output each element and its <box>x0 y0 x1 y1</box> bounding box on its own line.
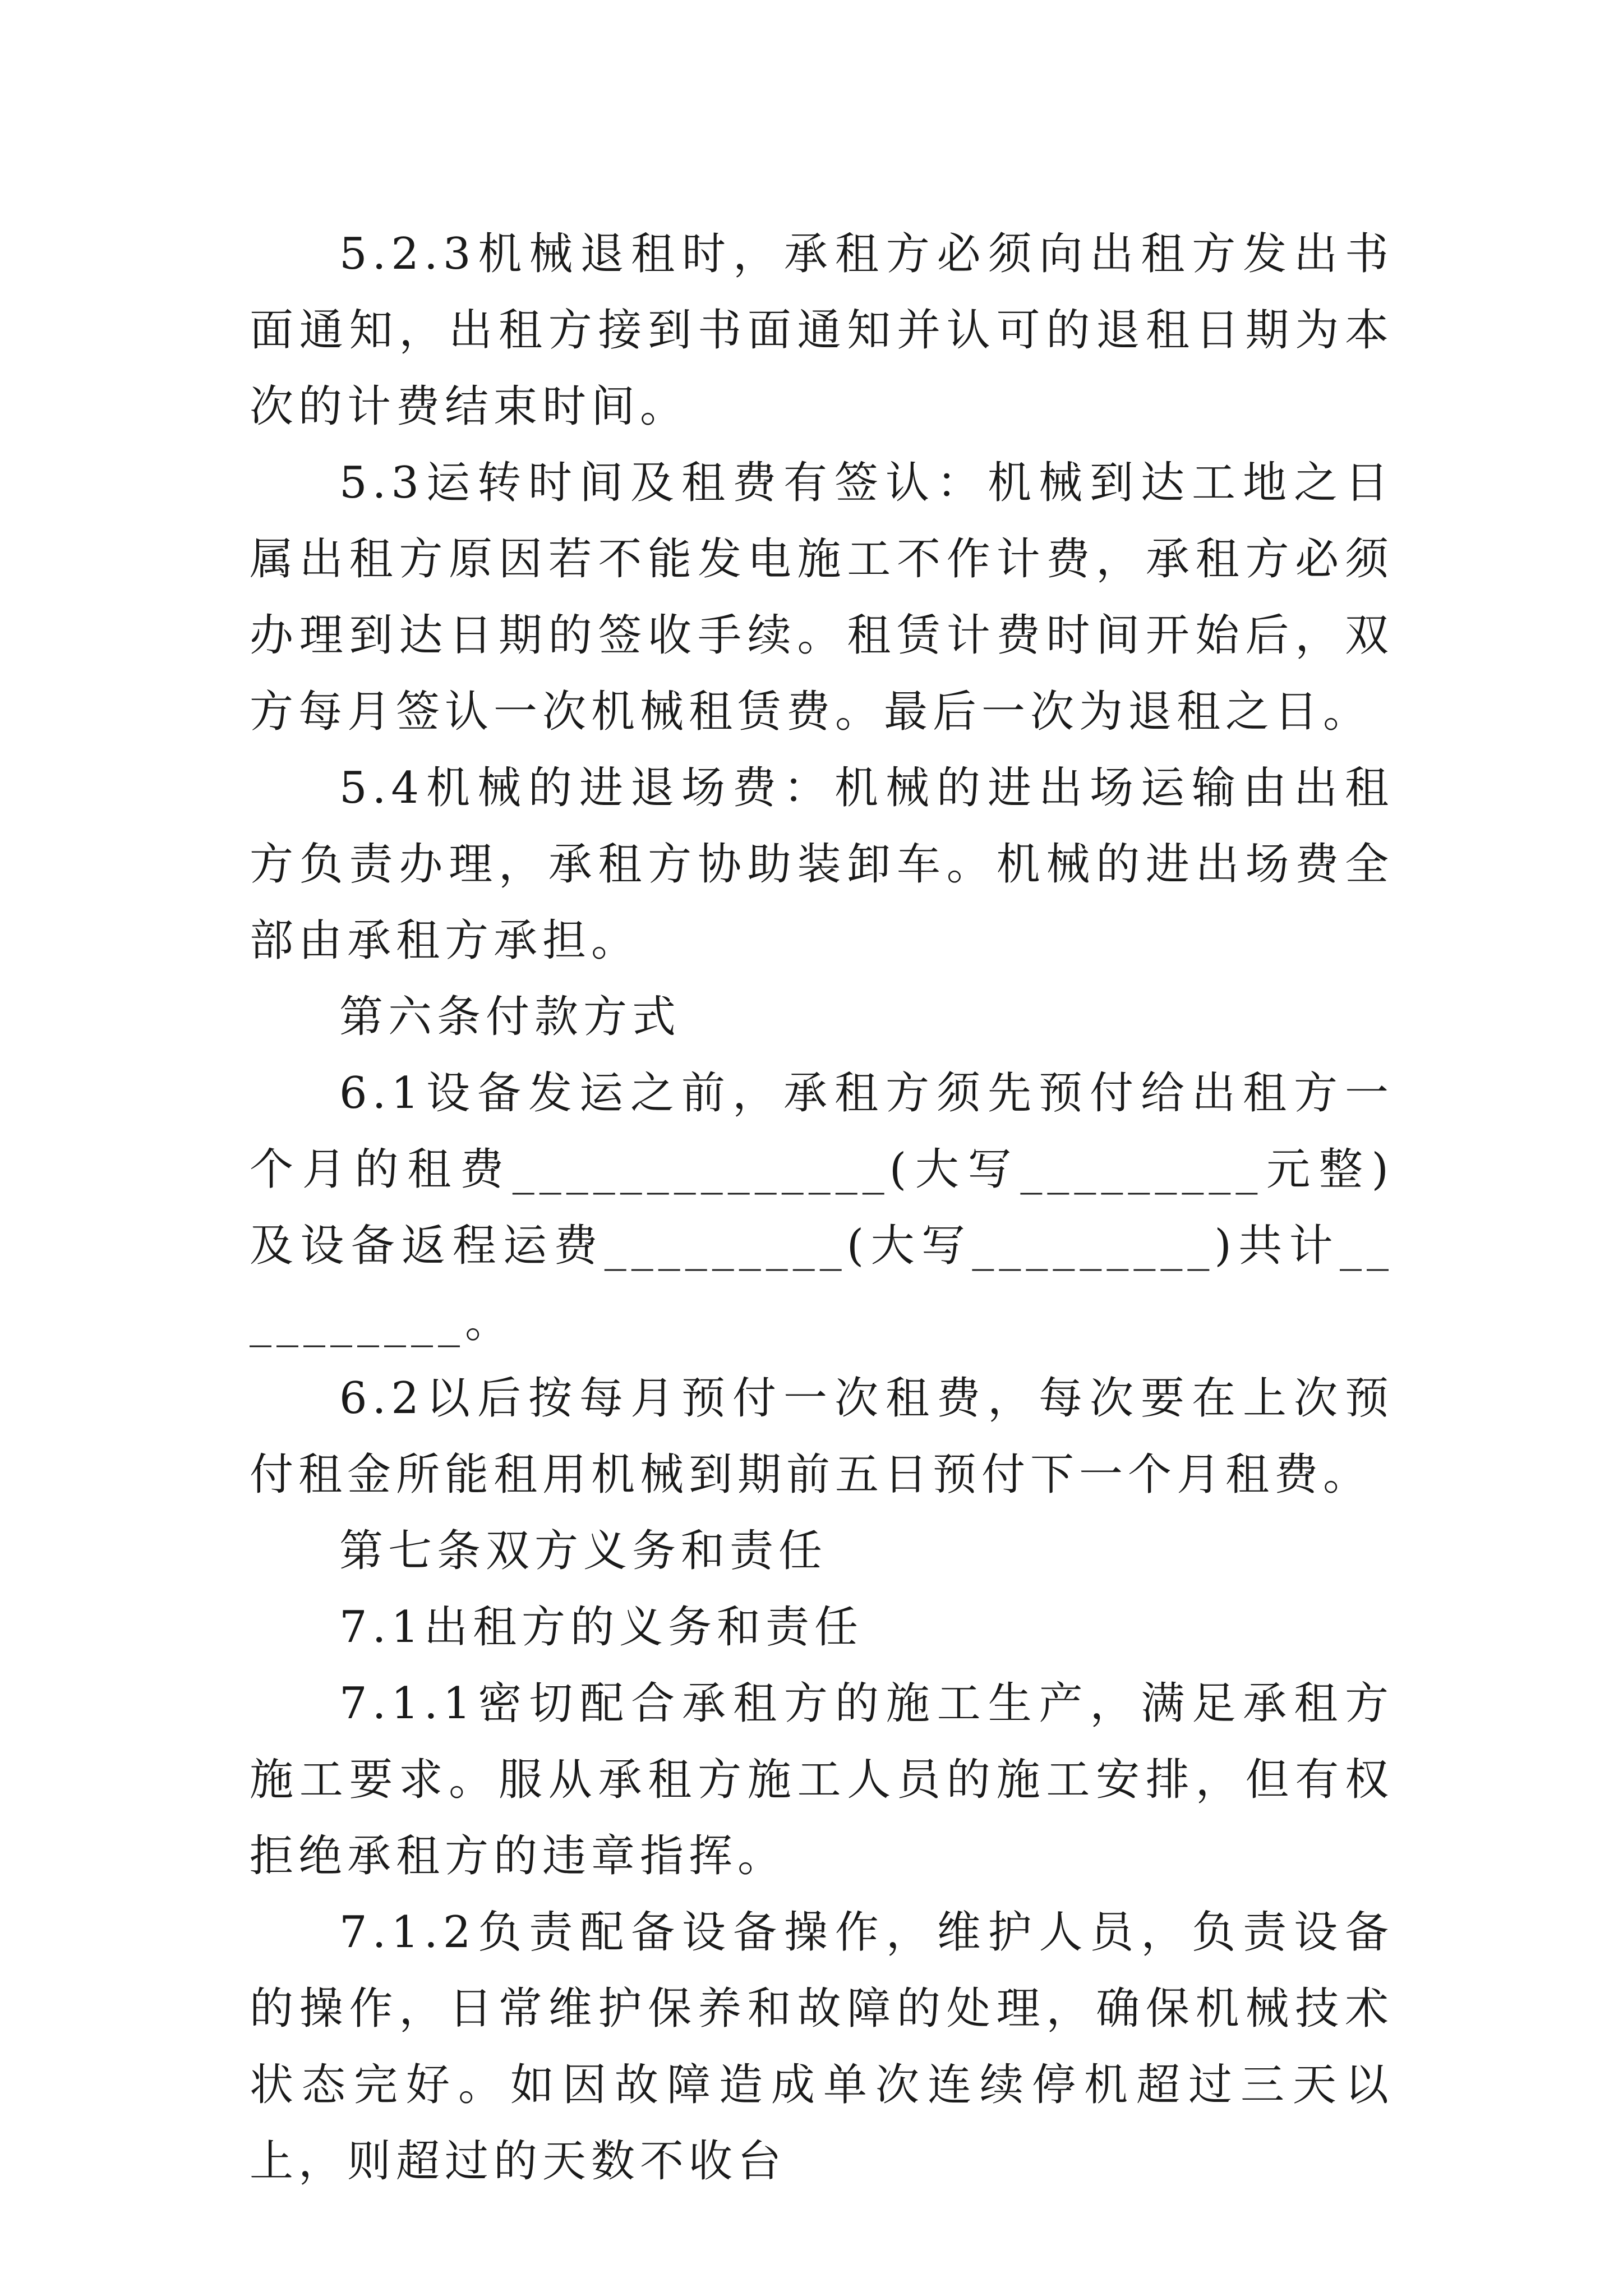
article-6-heading: 第六条付款方式 <box>339 992 681 1042</box>
section-7-1-heading: 7.1出租方的义务和责任 <box>339 1602 864 1653</box>
paragraph-7-1-2: 7.1.2负责配备设备操作，维护人员，负责设备的操作，日常维护保养和故障的处理，确保机械技术状态完好。如因故障造成单次连续停机超过三天以上，则超过的天数不收台 <box>250 1907 1394 2187</box>
article-7-heading: 第七条双方义务和责任 <box>339 1526 828 1576</box>
document-body <box>250 216 1394 2200</box>
paragraph-5-4: 5.4机械的进退场费：机械的进出场运输由出租方负责办理，承租方协助装卸车。机械的进出场费全部由承租方承担。 <box>250 763 1394 966</box>
paragraph-5-3: 5.3运转时间及租费有签认：机械到达工地之日属出租方原因若不能发电施工不作计费，承租方必须办理到达日期的签收手续。租赁计费时间开始后，双方每月签认一次机械租赁费。最后一次为退租之日。 <box>250 458 1394 737</box>
paragraph-6-2: 6.2以后按每月预付一次租费，每次要在上次预付租金所能租用机械到期前五日预付下一个月租费。 <box>250 1373 1394 1500</box>
paragraph-5-2-3: 5.2.3机械退租时，承租方必须向出租方发出书面通知，出租方接到书面通知并认可的退租日期为本次的计费结束时间。 <box>250 229 1394 432</box>
paragraph-7-1-1: 7.1.1密切配合承租方的施工生产，满足承租方施工要求。服从承租方施工人员的施工安排，但有权拒绝承租方的违章指挥。 <box>250 1678 1394 1881</box>
paragraph-6-1: 6.1设备发运之前，承租方须先预付给出租方一个月的租费______________(大写_________元整)及设备返程运费_________(大写_________)共计__________。 <box>250 1068 1394 1347</box>
